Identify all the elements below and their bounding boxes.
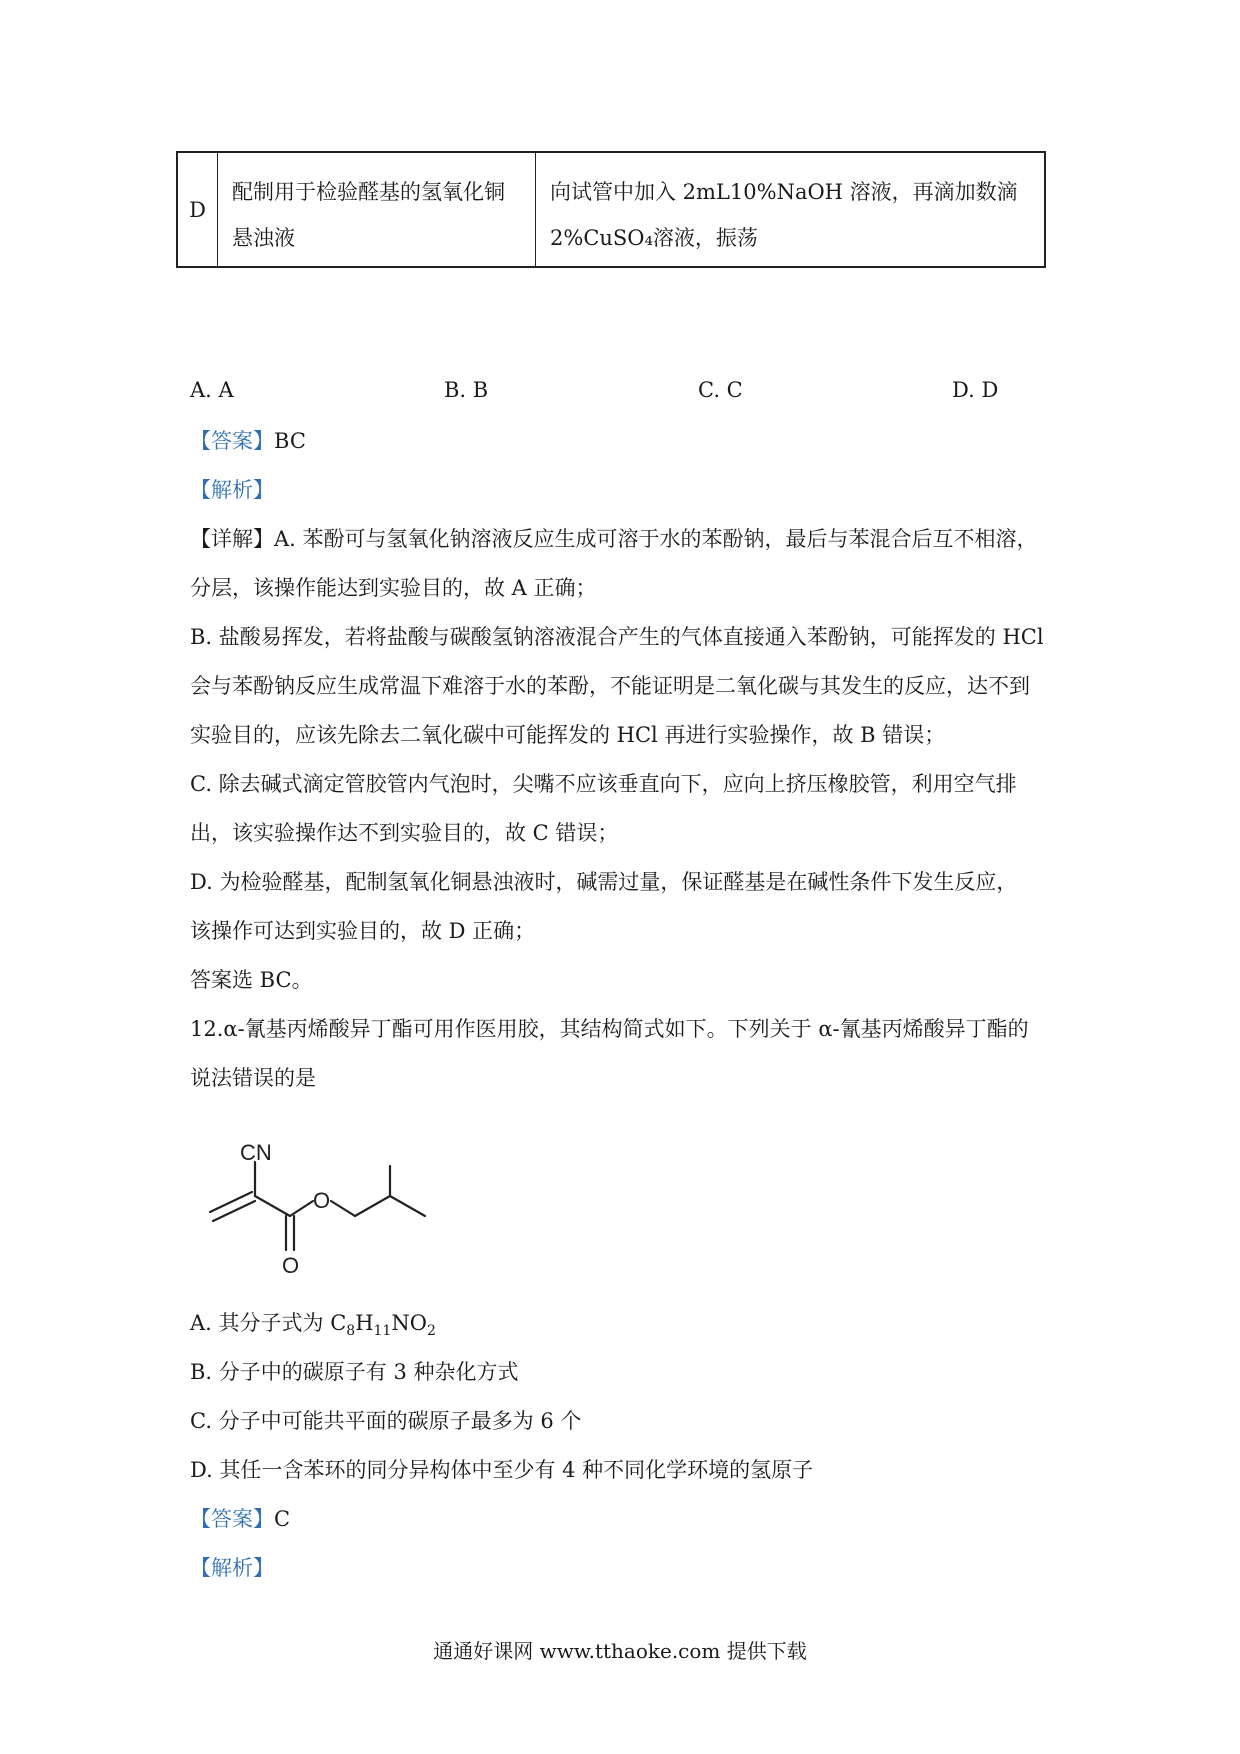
q11-detail-line-9: 该操作可达到实验目的，故 D 正确； [190, 919, 536, 943]
q12-option-b: B. 分子中的碳原子有 3 种杂化方式 [190, 1360, 519, 1384]
option-a-text: A. 其分子式为 C [190, 1311, 347, 1335]
ester-oxygen-label: O [313, 1188, 331, 1213]
purpose-line-1: 配制用于检验醛基的氢氧化铜 [232, 180, 505, 204]
q11-detail-line-2: 分层，该操作能达到实验目的，故 A 正确； [190, 576, 597, 600]
q12-analysis-tag: 【解析】 [190, 1556, 274, 1580]
q11-option-c: C. C [698, 378, 743, 402]
q11-conclusion: 答案选 BC。 [190, 968, 313, 992]
cyano-label: CN [240, 1140, 272, 1165]
subscript: 11 [373, 1323, 392, 1340]
operation-line-1: 向试管中加入 2mL10%NaOH 溶液，再滴加数滴 [550, 180, 1018, 204]
page-footer: 通通好课网 www.tthaoke.com 提供下载 [433, 1639, 807, 1663]
detail-tag: 【详解】 [190, 527, 274, 551]
q11-option-b: B. B [444, 378, 489, 402]
detail-text: A. 苯酚可与氢氧化钠溶液反应生成可溶于水的苯酚钠，最后与苯混合后互不相溶， [274, 527, 1038, 551]
answer-tag: 【答案】 [190, 1507, 274, 1531]
molecule-structure-diagram [200, 1130, 460, 1290]
purpose-cell [218, 153, 536, 266]
q12-option-a [190, 1308, 436, 1346]
q11-option-a: A. A [190, 378, 234, 402]
answer-value: C [274, 1507, 291, 1531]
q11-answer [190, 426, 306, 456]
q11-detail-line-4: 会与苯酚钠反应生成常温下难溶于水的苯酚，不能证明是二氧化碳与其发生的反应，达不到 [190, 674, 1030, 698]
purpose-line-2: 悬浊液 [232, 226, 295, 250]
option-a-text: H [355, 1311, 374, 1335]
q11-detail-line-3: B. 盐酸易挥发，若将盐酸与碳酸氢钠溶液混合产生的气体直接通入苯酚钠，可能挥发的 HCl [190, 625, 1044, 649]
q11-detail-line-8: D. 为检验醛基，配制氢氧化铜悬浊液时，碱需过量，保证醛基是在碱性条件下发生反应， [190, 870, 1018, 894]
answer-value: BC [274, 429, 306, 453]
q12-stem-line-1: 12.α-氰基丙烯酸异丁酯可用作医用胶，其结构简式如下。下列关于 α-氰基丙烯酸异丁酯的 [190, 1017, 1029, 1041]
q11-option-d: D. D [952, 378, 999, 402]
q11-detail-line-5: 实验目的，应该先除去二氧化碳中可能挥发的 HCl 再进行实验操作，故 B 错误； [190, 723, 946, 747]
operation-cell [536, 153, 1044, 266]
answer-tag: 【答案】 [190, 429, 274, 453]
experiment-table-row-d [176, 151, 1046, 268]
row-label-cell [178, 153, 218, 266]
option-a-text: NO [391, 1311, 427, 1335]
q11-analysis-tag: 【解析】 [190, 478, 274, 502]
q12-option-d: D. 其任一含苯环的同分异构体中至少有 4 种不同化学环境的氢原子 [190, 1458, 814, 1482]
operation-line-2: 2%CuSO₄溶液，振荡 [550, 226, 758, 250]
q11-detail-line-6: C. 除去碱式滴定管胶管内气泡时，尖嘴不应该垂直向下，应向上挤压橡胶管，利用空气排 [190, 772, 1017, 796]
q12-stem-line-2: 说法错误的是 [190, 1066, 316, 1090]
q12-option-c: C. 分子中可能共平面的碳原子最多为 6 个 [190, 1409, 582, 1433]
carbonyl-oxygen-label: O [282, 1253, 300, 1278]
q12-answer [190, 1504, 290, 1534]
subscript: 8 [346, 1323, 356, 1340]
row-label: D [189, 197, 206, 222]
subscript: 2 [426, 1323, 436, 1340]
q11-detail-line-7: 出，该实验操作达不到实验目的，故 C 错误； [190, 821, 619, 845]
q11-detail-line-1 [190, 524, 1038, 554]
